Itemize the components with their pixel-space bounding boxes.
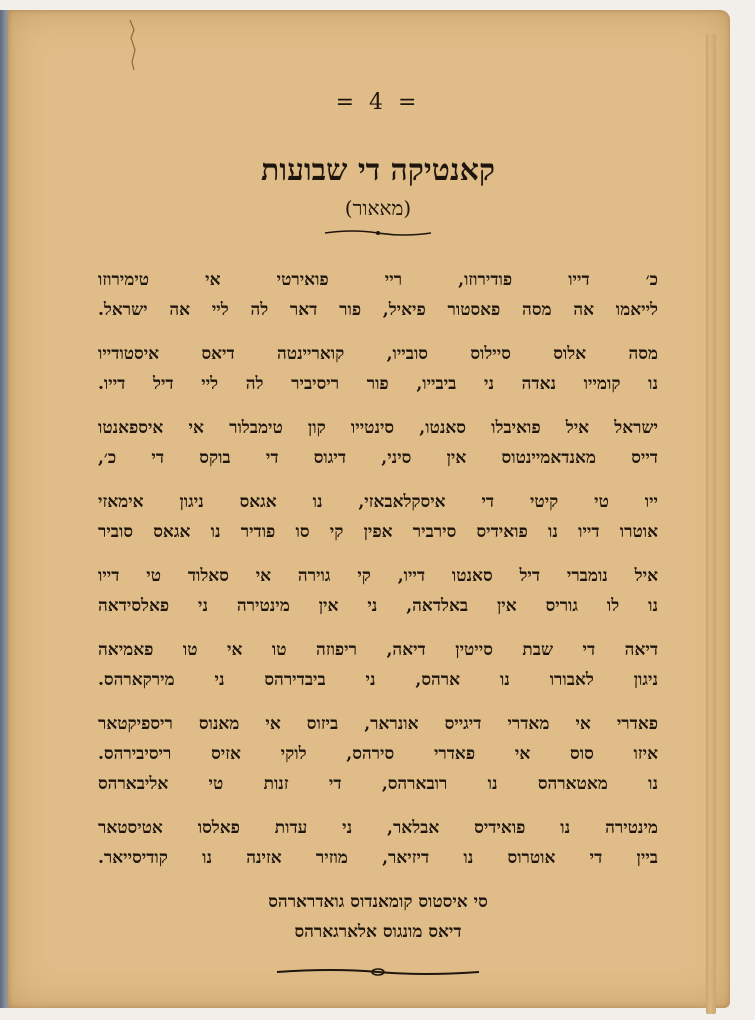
stanza: [98, 561, 658, 621]
stanza: [98, 339, 658, 399]
stanza: [98, 813, 658, 873]
verse-line: מינטירה נו פואידיס אבלאר, ני עדות פאלסו אטיסטאר: [98, 818, 658, 838]
verse-line: איזו סוס אי פאדרי סירהס, לוקי אזיס ריסיבירהס.: [98, 744, 658, 764]
stanza: [98, 265, 658, 325]
verse-line: ביין די אוטרוס נו דיזיאר, מוזיר אזינה נו קודיסייאר.: [98, 848, 658, 868]
verse-line: פאדרי אי מאדרי דיגייס אונראר, ביזוס אי מאנוס ריספיקטאר: [98, 714, 658, 734]
page-content: [98, 80, 658, 979]
paper-tear: [126, 20, 140, 70]
closing-line: דיאס מונגוס אלארגארהס: [294, 922, 462, 942]
verse-line: ייו טי קיטי די איסקלאבאזי, נו אגאס ניגון אימאזי: [98, 492, 658, 512]
verse-line: נו קומייו נאדה ני ביבייו, פור ריסיביר לה ליי דיל דייו.: [98, 374, 658, 394]
end-ornament: [273, 965, 483, 979]
closing-line: סי איסטוס קומאנדוס גואדרארהס: [268, 892, 488, 912]
page-title: קאנטיקה די שבועות: [261, 153, 495, 188]
page-edge: [706, 34, 716, 1014]
book-page: [8, 10, 730, 1008]
verse-line: ישראל איל פואיבלו סאנטו, סינטייו קון טימבלור אי איספאנטו: [98, 418, 658, 438]
verse-line: נו מאטארהס נו רובארהס, די זנות טי אליבארהס: [98, 774, 658, 794]
closing-couplet: [98, 887, 658, 947]
page-number: = 4 =: [335, 90, 421, 115]
stanza: [98, 709, 658, 799]
verse-line: אוטרו דייו נו פואידיס סירביר אפין קי סו פודיר נו אגאס סוביר: [98, 522, 658, 542]
verse-line: לייאמו אה מסה פאסטור פיאיל, פור דאר לה ליי אה ישראל.: [98, 300, 658, 320]
verse-line: איל נומברי דיל סאנטו דייו, קי גוירה אי סאלוד טי דייו: [98, 566, 658, 586]
stanza: [98, 487, 658, 547]
verse-line: מסה אלוס סיילוס סובייו, קואריינטה דיאס איסטודייו: [98, 344, 658, 364]
poem-body: [98, 265, 658, 873]
verse-line: דייס מאנדאמיינטוס אין סיני, דיגוס די בוקס די כ׳,: [98, 448, 658, 468]
verse-line: כ׳ דייו פודירוזו, ריי פואירטי אי טימירוזו: [98, 270, 658, 290]
page-subtitle: (מאאור): [344, 196, 412, 220]
stanza: [98, 635, 658, 695]
verse-line: דיאה די שבת סייטין דיאה, ריפוזה טו אי טו פאמיאה: [98, 640, 658, 660]
stanza: [98, 413, 658, 473]
title-ornament: [323, 227, 433, 239]
verse-line: נו לו גוריס אין באלדאה, ני אין מינטירה ני פאלסידאה: [98, 596, 658, 616]
verse-line: ניגון לאבורו נו ארהס, ני ביבדירהס ני מירקארהס.: [98, 670, 658, 690]
